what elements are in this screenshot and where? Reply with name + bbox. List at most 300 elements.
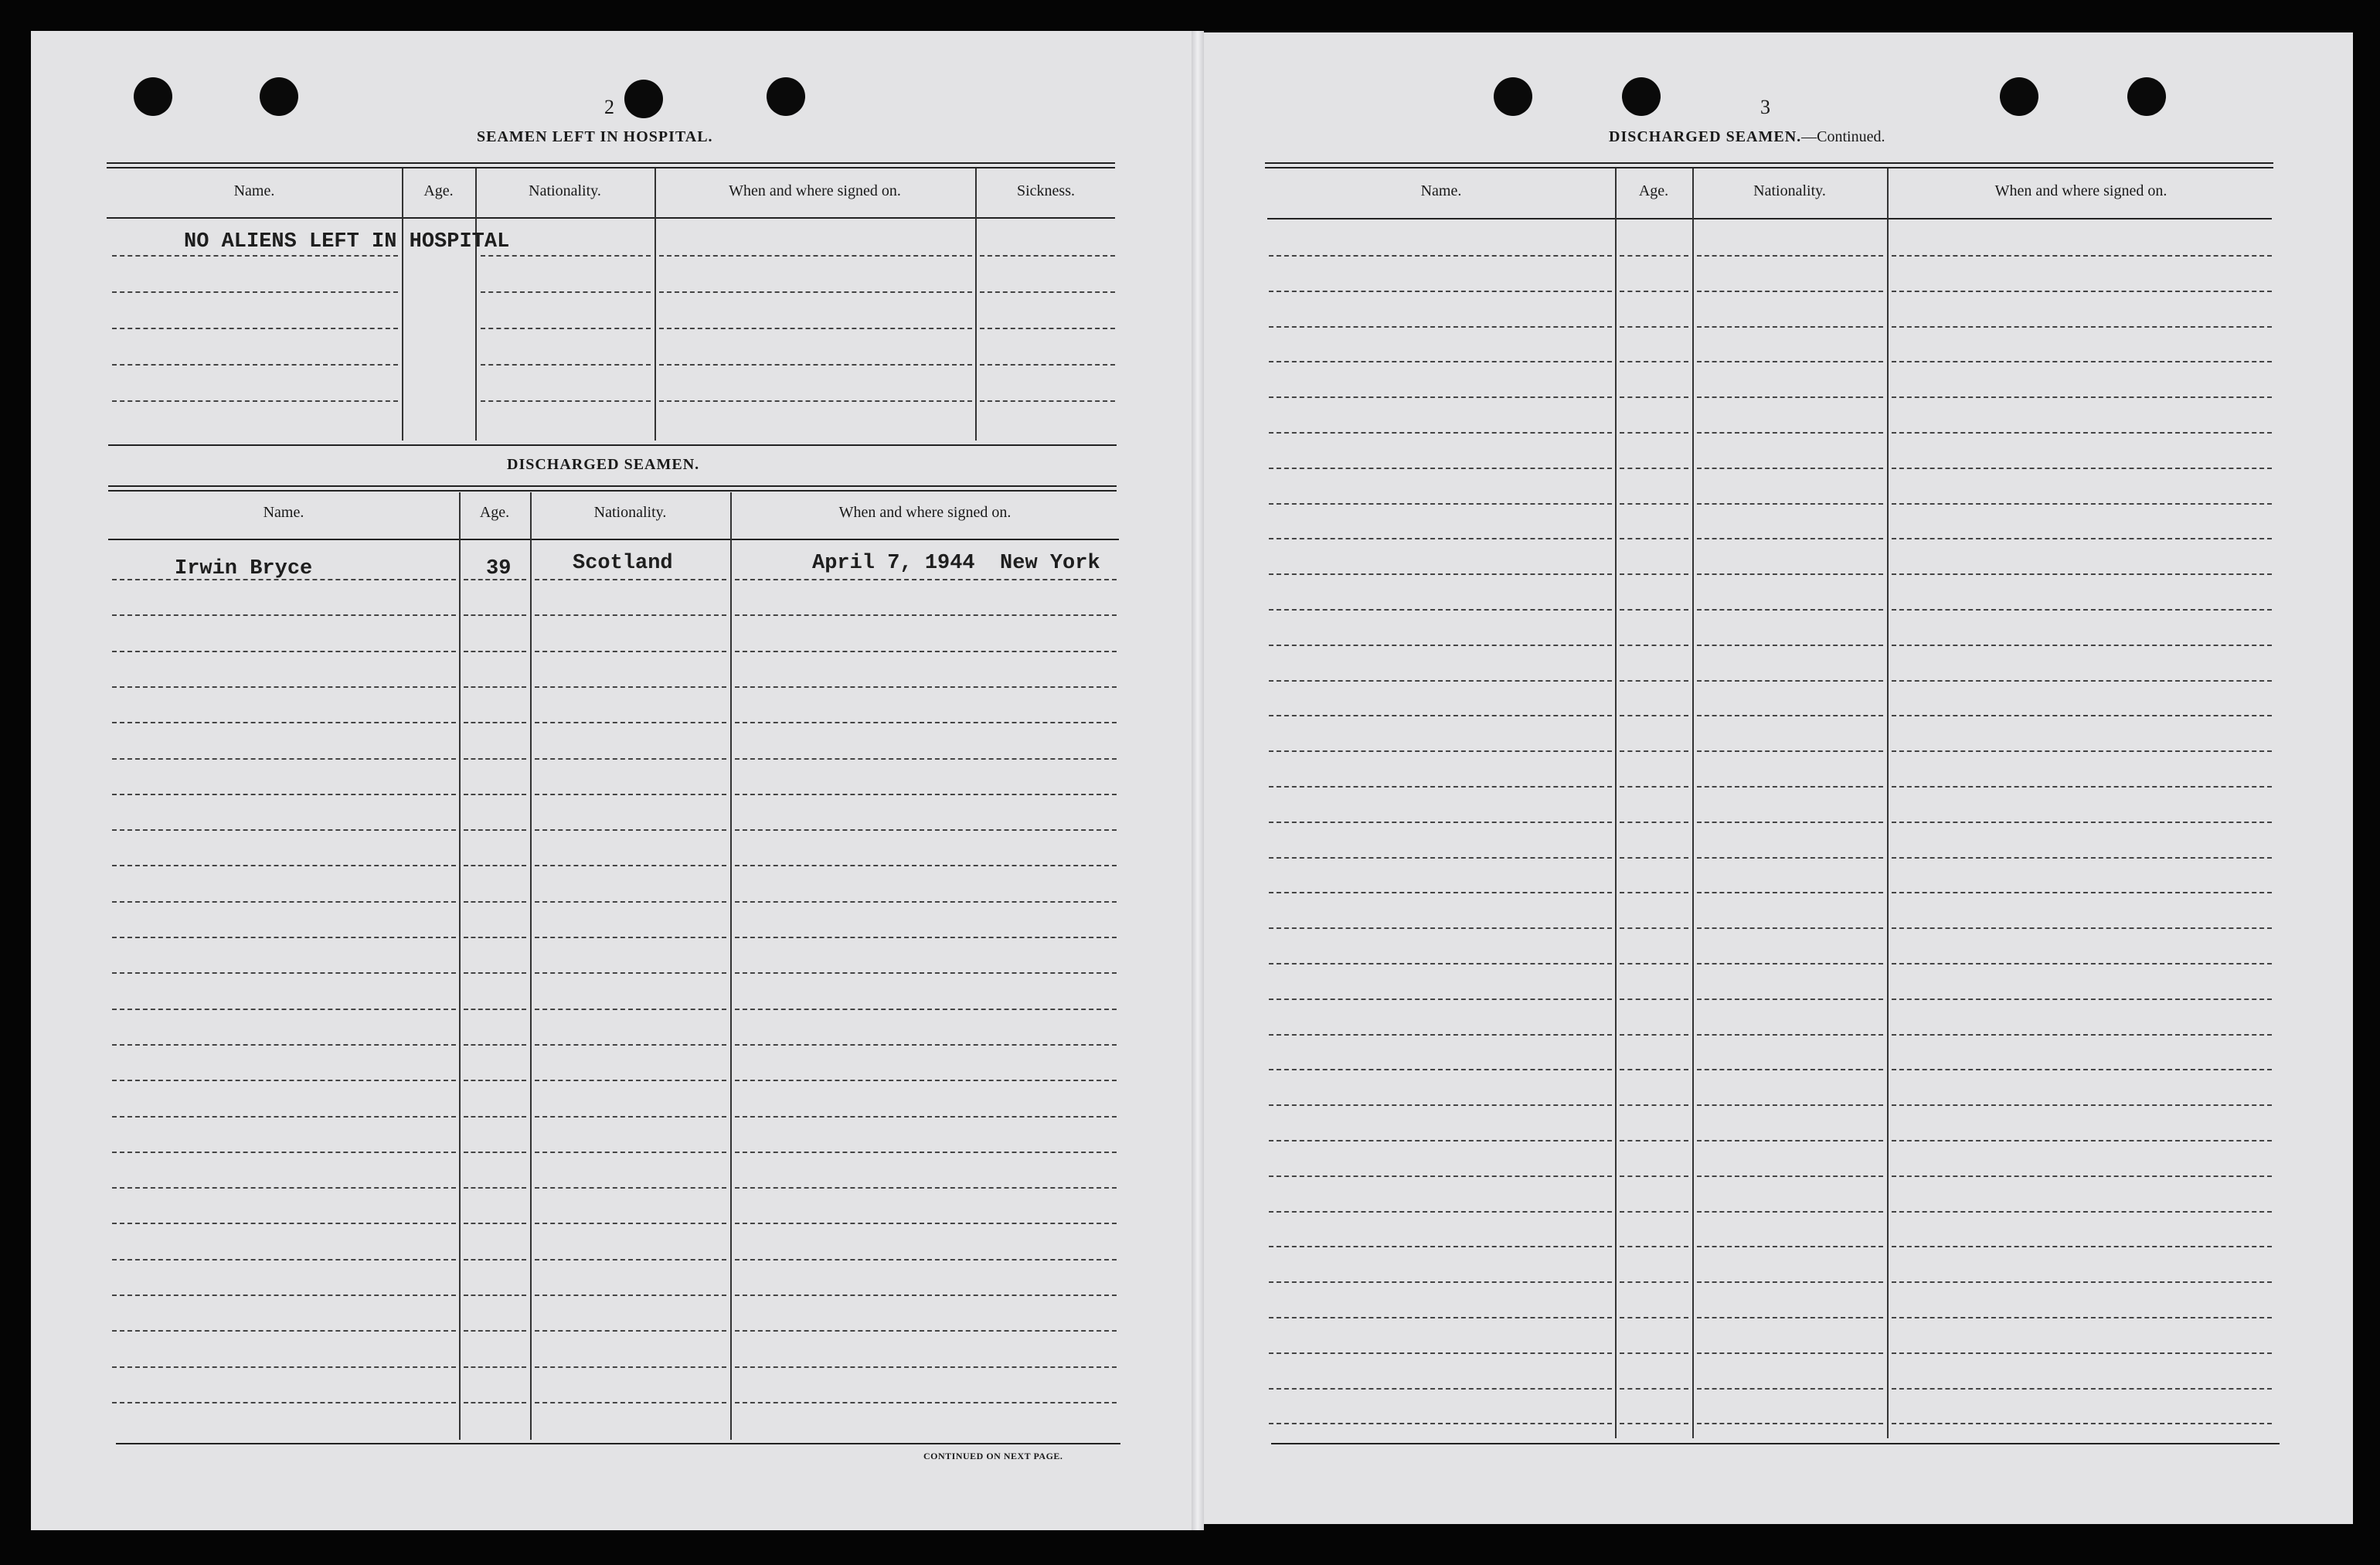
discharged-section-title: DISCHARGED SEAMEN. (507, 456, 700, 473)
punch-hole (624, 80, 663, 118)
dotted-rule (1697, 892, 1883, 893)
hospital-table-bottom-rule (108, 444, 1117, 446)
dotted-rule (464, 937, 526, 938)
dotted-rule (1892, 1423, 2272, 1424)
dotted-rule (112, 865, 456, 866)
dotted-rule (1269, 1211, 1612, 1213)
dotted-rule (1620, 326, 1688, 328)
dotted-rule (535, 1295, 726, 1296)
dotted-rule (1697, 715, 1883, 716)
dotted-rule (735, 901, 1117, 903)
dotted-rule (1620, 1069, 1688, 1070)
dotted-rule (112, 972, 456, 974)
dotted-rule (1892, 573, 2272, 575)
dotted-rule (659, 291, 972, 293)
page-number-right: 3 (1760, 96, 1770, 118)
dotted-rule (112, 1187, 456, 1189)
dotted-rule (1269, 892, 1612, 893)
page-number-left: 2 (604, 96, 614, 118)
dotted-rule (464, 901, 526, 903)
dotted-rule (481, 400, 651, 402)
dotted-rule (464, 1259, 526, 1261)
dotted-rule (464, 865, 526, 866)
dotted-rule (1620, 1211, 1688, 1213)
dotted-rule (464, 614, 526, 616)
hospital-section-title: SEAMEN LEFT IN HOSPITAL. (477, 128, 713, 145)
dotted-rule (1620, 1175, 1688, 1177)
dotted-rule (735, 1009, 1117, 1010)
dotted-rule (464, 1223, 526, 1224)
dotted-rule (1269, 396, 1612, 398)
dotted-rule (535, 829, 726, 831)
column-header-nationality: Nationality. (593, 504, 667, 521)
dotted-rule (1269, 963, 1612, 965)
dotted-rule (1697, 503, 1883, 505)
dotted-rule (1892, 1317, 2272, 1318)
column-divider (654, 168, 656, 441)
column-divider (1887, 168, 1889, 1438)
column-header-signed-on: When and where signed on. (729, 182, 901, 199)
dotted-rule (1620, 927, 1688, 929)
dotted-rule (1697, 432, 1883, 434)
dotted-rule (659, 255, 972, 257)
dotted-rule (1697, 396, 1883, 398)
dotted-rule (1892, 1246, 2272, 1247)
dotted-rule (112, 328, 398, 329)
dotted-rule (535, 614, 726, 616)
dotted-rule (1620, 892, 1688, 893)
dotted-rule (735, 865, 1117, 866)
dotted-rule (735, 829, 1117, 831)
dotted-rule (1269, 999, 1612, 1000)
dotted-rule (1269, 750, 1612, 752)
dotted-rule (1697, 857, 1883, 859)
dotted-rule (1697, 963, 1883, 965)
dotted-rule (112, 901, 456, 903)
dotted-rule (1892, 1281, 2272, 1283)
dotted-rule (1892, 326, 2272, 328)
dotted-rule (1269, 432, 1612, 434)
dotted-rule (1269, 1034, 1612, 1036)
dotted-rule (1892, 1211, 2272, 1213)
dotted-rule (1697, 1281, 1883, 1283)
column-divider (459, 492, 461, 1440)
dotted-rule (1697, 1069, 1883, 1070)
dotted-rule (1269, 927, 1612, 929)
dotted-rule (1892, 715, 2272, 716)
dotted-rule (535, 651, 726, 652)
dotted-rule (1269, 786, 1612, 788)
dotted-rule (1269, 1317, 1612, 1318)
column-divider (730, 492, 732, 1440)
dotted-rule (535, 1080, 726, 1081)
dotted-rule (464, 1295, 526, 1296)
dotted-rule (1620, 573, 1688, 575)
dotted-rule (1892, 538, 2272, 539)
punch-hole (1494, 77, 1532, 116)
dotted-rule (1697, 1246, 1883, 1247)
dotted-rule (980, 400, 1115, 402)
punch-hole (767, 77, 805, 116)
dotted-rule (112, 1009, 456, 1010)
discharged-header-rule (108, 539, 1119, 540)
dotted-rule (1697, 361, 1883, 362)
column-divider (530, 492, 532, 1440)
right-header-rule (1267, 218, 2272, 219)
dotted-rule (481, 328, 651, 329)
dotted-rule (1269, 503, 1612, 505)
dotted-rule (1892, 750, 2272, 752)
column-header-signed-on: When and where signed on. (1994, 182, 2168, 199)
dotted-rule (481, 364, 651, 366)
dotted-rule (1620, 1104, 1688, 1106)
typed-hospital-note: NO ALIENS LEFT IN HOSPITAL (184, 230, 510, 253)
dotted-rule (535, 1259, 726, 1261)
column-divider (402, 168, 403, 441)
dotted-rule (1269, 1175, 1612, 1177)
dotted-rule (1620, 361, 1688, 362)
dotted-rule (1269, 573, 1612, 575)
dotted-rule (112, 722, 456, 723)
dotted-rule (1697, 1211, 1883, 1213)
dotted-rule (1620, 1352, 1688, 1354)
dotted-rule (1620, 1140, 1688, 1141)
dotted-rule (1269, 361, 1612, 362)
dotted-rule (1620, 503, 1688, 505)
dotted-rule (535, 937, 726, 938)
column-header-age: Age. (479, 504, 510, 521)
dotted-rule (659, 328, 972, 329)
dotted-rule (735, 1259, 1117, 1261)
dotted-rule (1697, 680, 1883, 682)
dotted-rule (1620, 255, 1688, 257)
dotted-rule (735, 972, 1117, 974)
dotted-rule (1697, 326, 1883, 328)
dotted-rule (112, 937, 456, 938)
dotted-rule (1620, 396, 1688, 398)
dotted-rule (735, 1080, 1117, 1081)
dotted-rule (535, 1009, 726, 1010)
dotted-rule (535, 722, 726, 723)
dotted-rule (464, 1116, 526, 1118)
column-divider (1692, 168, 1694, 1438)
dotted-rule (535, 794, 726, 795)
dotted-rule (535, 1152, 726, 1153)
dotted-rule (535, 865, 726, 866)
dotted-rule (112, 1116, 456, 1118)
dotted-rule (1620, 857, 1688, 859)
dotted-rule (1892, 1388, 2272, 1390)
dotted-rule (1697, 1104, 1883, 1106)
dotted-rule (535, 758, 726, 760)
dotted-rule (1697, 291, 1883, 292)
dotted-rule (112, 400, 398, 402)
dotted-rule (1269, 538, 1612, 539)
dotted-rule (464, 794, 526, 795)
column-header-name: Name. (233, 182, 275, 199)
dotted-rule (735, 1402, 1117, 1403)
dotted-rule (1697, 999, 1883, 1000)
continued-note: CONTINUED ON NEXT PAGE. (923, 1451, 1063, 1461)
dotted-rule (1269, 1104, 1612, 1106)
dotted-rule (112, 1259, 456, 1261)
dotted-rule (535, 1116, 726, 1118)
right-table-top-rule (1265, 162, 2273, 168)
column-header-age: Age. (423, 182, 454, 199)
dotted-rule (112, 579, 456, 580)
dotted-rule (1892, 1352, 2272, 1354)
dotted-rule (1269, 1246, 1612, 1247)
dotted-rule (481, 291, 651, 293)
punch-hole (2127, 77, 2166, 116)
dotted-rule (1620, 1317, 1688, 1318)
dotted-rule (1269, 680, 1612, 682)
dotted-rule (535, 1187, 726, 1189)
dotted-rule (1620, 291, 1688, 292)
column-header-age: Age. (1638, 182, 1669, 199)
column-header-signed-on: When and where signed on. (838, 504, 1012, 521)
seaman-name: Irwin Bryce (175, 557, 313, 580)
dotted-rule (1892, 999, 2272, 1000)
dotted-rule (464, 758, 526, 760)
dotted-rule (735, 1044, 1117, 1046)
dotted-rule (1620, 1246, 1688, 1247)
column-header-name: Name. (263, 504, 304, 521)
dotted-rule (112, 291, 398, 293)
dotted-rule (1697, 1352, 1883, 1354)
dotted-rule (1892, 361, 2272, 362)
dotted-rule (1892, 1175, 2272, 1177)
dotted-rule (1892, 1140, 2272, 1141)
dotted-rule (1892, 680, 2272, 682)
dotted-rule (535, 579, 726, 580)
dotted-rule (1892, 786, 2272, 788)
dotted-rule (735, 1116, 1117, 1118)
punch-hole (1622, 77, 1661, 116)
dotted-rule (735, 1330, 1117, 1332)
dotted-rule (464, 1009, 526, 1010)
dotted-rule (1269, 857, 1612, 859)
dotted-rule (1620, 538, 1688, 539)
dotted-rule (1697, 750, 1883, 752)
dotted-rule (1697, 1388, 1883, 1390)
dotted-rule (112, 758, 456, 760)
right-table-bottom-rule (1271, 1443, 2280, 1444)
dotted-rule (112, 255, 398, 257)
dotted-rule (735, 937, 1117, 938)
dotted-rule (1892, 1069, 2272, 1070)
continued-section-title: DISCHARGED SEAMEN.—Continued. (1609, 128, 1885, 145)
dotted-rule (464, 1187, 526, 1189)
dotted-rule (112, 364, 398, 366)
dotted-rule (535, 686, 726, 688)
dotted-rule (1892, 255, 2272, 257)
dotted-rule (464, 579, 526, 580)
dotted-rule (112, 794, 456, 795)
dotted-rule (1620, 750, 1688, 752)
dotted-rule (1892, 963, 2272, 965)
punch-hole (260, 77, 298, 116)
punch-hole (134, 77, 172, 116)
column-divider (975, 168, 977, 441)
dotted-rule (1620, 1423, 1688, 1424)
dotted-rule (1892, 432, 2272, 434)
dotted-rule (1620, 1034, 1688, 1036)
column-header-sickness: Sickness. (1017, 182, 1075, 199)
dotted-rule (980, 255, 1115, 257)
dotted-rule (1269, 255, 1612, 257)
dotted-rule (464, 686, 526, 688)
dotted-rule (464, 651, 526, 652)
dotted-rule (735, 1366, 1117, 1368)
dotted-rule (112, 1152, 456, 1153)
seaman-signed-on: April 7, 1944 New York (812, 552, 1100, 575)
dotted-rule (112, 1330, 456, 1332)
dotted-rule (1697, 609, 1883, 611)
dotted-rule (1620, 468, 1688, 469)
seaman-nationality: Scotland (573, 552, 673, 575)
dotted-rule (1269, 1352, 1612, 1354)
dotted-rule (1697, 645, 1883, 646)
dotted-rule (1697, 927, 1883, 929)
dotted-rule (1620, 680, 1688, 682)
dotted-rule (1892, 1104, 2272, 1106)
dotted-rule (735, 614, 1117, 616)
dotted-rule (481, 255, 651, 257)
column-header-name: Name. (1420, 182, 1462, 199)
dotted-rule (1697, 786, 1883, 788)
dotted-rule (1620, 999, 1688, 1000)
dotted-rule (1269, 645, 1612, 646)
dotted-rule (535, 1044, 726, 1046)
dotted-rule (535, 1330, 726, 1332)
dotted-rule (112, 1402, 456, 1403)
continued-suffix: —Continued. (1801, 128, 1885, 145)
dotted-rule (1697, 468, 1883, 469)
dotted-rule (1620, 715, 1688, 716)
dotted-rule (980, 328, 1115, 329)
seaman-age: 39 (486, 557, 512, 580)
dotted-rule (1269, 1388, 1612, 1390)
dotted-rule (1269, 1069, 1612, 1070)
dotted-rule (112, 1223, 456, 1224)
dotted-rule (1697, 1317, 1883, 1318)
dotted-rule (980, 291, 1115, 293)
dotted-rule (535, 972, 726, 974)
punch-hole (2000, 77, 2038, 116)
dotted-rule (1620, 786, 1688, 788)
dotted-rule (1892, 291, 2272, 292)
dotted-rule (535, 1366, 726, 1368)
dotted-rule (1892, 927, 2272, 929)
hospital-header-rule (107, 217, 1115, 219)
dotted-rule (735, 1223, 1117, 1224)
dotted-rule (735, 1295, 1117, 1296)
dotted-rule (1620, 432, 1688, 434)
dotted-rule (735, 758, 1117, 760)
dotted-rule (1892, 645, 2272, 646)
dotted-rule (735, 1152, 1117, 1153)
dotted-rule (112, 1044, 456, 1046)
discharged-table-bottom-rule (116, 1443, 1120, 1444)
dotted-rule (464, 1366, 526, 1368)
dotted-rule (1620, 1388, 1688, 1390)
dotted-rule (1697, 538, 1883, 539)
dotted-rule (735, 579, 1117, 580)
dotted-rule (464, 1402, 526, 1403)
dotted-rule (1697, 1175, 1883, 1177)
dotted-rule (1892, 1034, 2272, 1036)
dotted-rule (1697, 1423, 1883, 1424)
dotted-rule (112, 1295, 456, 1296)
dotted-rule (464, 972, 526, 974)
dotted-rule (735, 651, 1117, 652)
dotted-rule (1697, 1140, 1883, 1141)
dotted-rule (464, 1330, 526, 1332)
hospital-table-top-rule (107, 162, 1115, 168)
dotted-rule (1620, 822, 1688, 823)
dotted-rule (112, 651, 456, 652)
dotted-rule (1269, 468, 1612, 469)
dotted-rule (464, 829, 526, 831)
page-fold (1192, 31, 1204, 1530)
dotted-rule (659, 400, 972, 402)
dotted-rule (464, 1152, 526, 1153)
dotted-rule (735, 1187, 1117, 1189)
dotted-rule (1892, 857, 2272, 859)
dotted-rule (1269, 1423, 1612, 1424)
dotted-rule (1269, 715, 1612, 716)
dotted-rule (1697, 573, 1883, 575)
column-divider (475, 168, 477, 441)
dotted-rule (535, 901, 726, 903)
dotted-rule (464, 1080, 526, 1081)
dotted-rule (464, 722, 526, 723)
dotted-rule (980, 364, 1115, 366)
dotted-rule (535, 1223, 726, 1224)
dotted-rule (112, 1080, 456, 1081)
dotted-rule (464, 1044, 526, 1046)
dotted-rule (1892, 396, 2272, 398)
dotted-rule (1697, 1034, 1883, 1036)
dotted-rule (1269, 609, 1612, 611)
dotted-rule (1620, 645, 1688, 646)
dotted-rule (1269, 822, 1612, 823)
column-divider (1615, 168, 1617, 1438)
dotted-rule (659, 364, 972, 366)
dotted-rule (735, 794, 1117, 795)
dotted-rule (1269, 1140, 1612, 1141)
dotted-rule (1892, 892, 2272, 893)
dotted-rule (112, 1366, 456, 1368)
dotted-rule (1620, 963, 1688, 965)
dotted-rule (1697, 822, 1883, 823)
dotted-rule (1269, 326, 1612, 328)
dotted-rule (1892, 822, 2272, 823)
dotted-rule (1620, 1281, 1688, 1283)
dotted-rule (735, 722, 1117, 723)
dotted-rule (112, 686, 456, 688)
dotted-rule (535, 1402, 726, 1403)
column-header-nationality: Nationality. (1753, 182, 1826, 199)
column-header-nationality: Nationality. (529, 182, 601, 199)
dotted-rule (112, 829, 456, 831)
dotted-rule (1892, 503, 2272, 505)
dotted-rule (735, 686, 1117, 688)
dotted-rule (112, 614, 456, 616)
dotted-rule (1892, 468, 2272, 469)
dotted-rule (1892, 609, 2272, 611)
